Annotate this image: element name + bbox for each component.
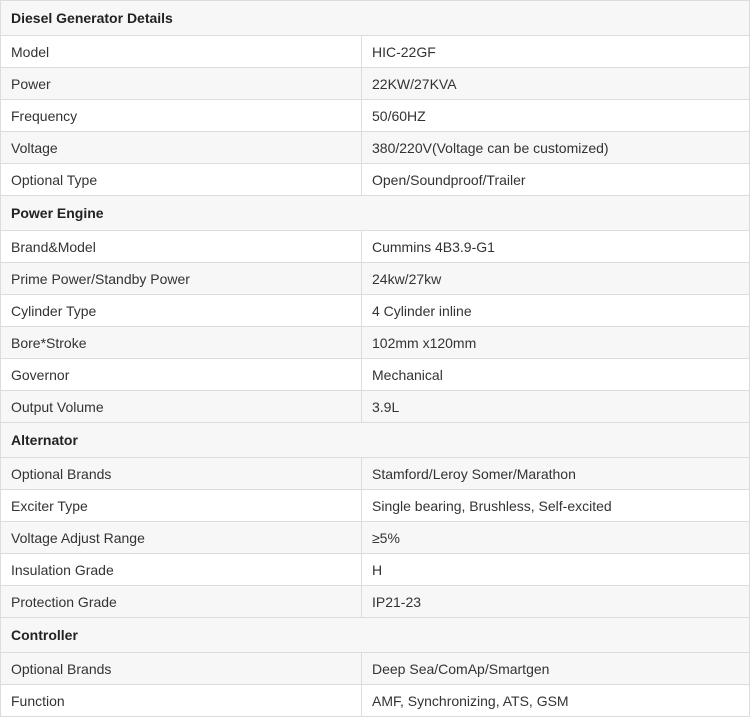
spec-row-cylinder-type (1, 295, 750, 327)
spec-value: 4 Cylinder inline (362, 295, 750, 327)
spec-row-optional-type (1, 164, 750, 196)
spec-row-protection-grade (1, 586, 750, 618)
spec-label: Protection Grade (1, 586, 362, 618)
spec-row-output-volume (1, 391, 750, 423)
spec-label: Function (1, 685, 362, 717)
spec-label: Model (1, 36, 362, 68)
spec-value: Open/Soundproof/Trailer (362, 164, 750, 196)
spec-row-function (1, 685, 750, 717)
spec-value: Deep Sea/ComAp/Smartgen (362, 653, 750, 685)
spec-value: 3.9L (362, 391, 750, 423)
spec-value: 22KW/27KVA (362, 68, 750, 100)
spec-label: Prime Power/Standby Power (1, 263, 362, 295)
spec-row-brand-model (1, 231, 750, 263)
section-title: Diesel Generator Details (1, 1, 750, 36)
spec-row-exciter-type (1, 490, 750, 522)
spec-row-prime-standby-power (1, 263, 750, 295)
spec-label: Frequency (1, 100, 362, 132)
spec-row-bore-stroke (1, 327, 750, 359)
spec-table-body (1, 1, 750, 717)
spec-label: Voltage Adjust Range (1, 522, 362, 554)
spec-label: Output Volume (1, 391, 362, 423)
spec-label: Insulation Grade (1, 554, 362, 586)
section-header-alternator (1, 423, 750, 458)
spec-value: Single bearing, Brushless, Self-excited (362, 490, 750, 522)
spec-label: Optional Type (1, 164, 362, 196)
spec-row-alternator-optional-brands (1, 458, 750, 490)
spec-label: Voltage (1, 132, 362, 164)
spec-value: Cummins 4B3.9-G1 (362, 231, 750, 263)
spec-row-frequency (1, 100, 750, 132)
spec-value: 50/60HZ (362, 100, 750, 132)
spec-value: 102mm x120mm (362, 327, 750, 359)
spec-label: Exciter Type (1, 490, 362, 522)
spec-row-voltage (1, 132, 750, 164)
spec-value: H (362, 554, 750, 586)
section-title: Alternator (1, 423, 750, 458)
section-title: Controller (1, 618, 750, 653)
spec-value: IP21-23 (362, 586, 750, 618)
spec-row-governor (1, 359, 750, 391)
spec-label: Governor (1, 359, 362, 391)
section-header-diesel-generator-details (1, 1, 750, 36)
spec-label: Optional Brands (1, 458, 362, 490)
section-title: Power Engine (1, 196, 750, 231)
spec-label: Bore*Stroke (1, 327, 362, 359)
spec-row-insulation-grade (1, 554, 750, 586)
spec-value: 380/220V(Voltage can be customized) (362, 132, 750, 164)
spec-label: Cylinder Type (1, 295, 362, 327)
spec-value: Mechanical (362, 359, 750, 391)
spec-value: 24kw/27kw (362, 263, 750, 295)
spec-row-controller-optional-brands (1, 653, 750, 685)
section-header-power-engine (1, 196, 750, 231)
spec-value: AMF, Synchronizing, ATS, GSM (362, 685, 750, 717)
spec-label: Optional Brands (1, 653, 362, 685)
spec-row-model (1, 36, 750, 68)
spec-label: Brand&Model (1, 231, 362, 263)
spec-value: HIC-22GF (362, 36, 750, 68)
section-header-controller (1, 618, 750, 653)
spec-value: ≥5% (362, 522, 750, 554)
spec-row-voltage-adjust-range (1, 522, 750, 554)
spec-value: Stamford/Leroy Somer/Marathon (362, 458, 750, 490)
spec-row-power (1, 68, 750, 100)
spec-label: Power (1, 68, 362, 100)
